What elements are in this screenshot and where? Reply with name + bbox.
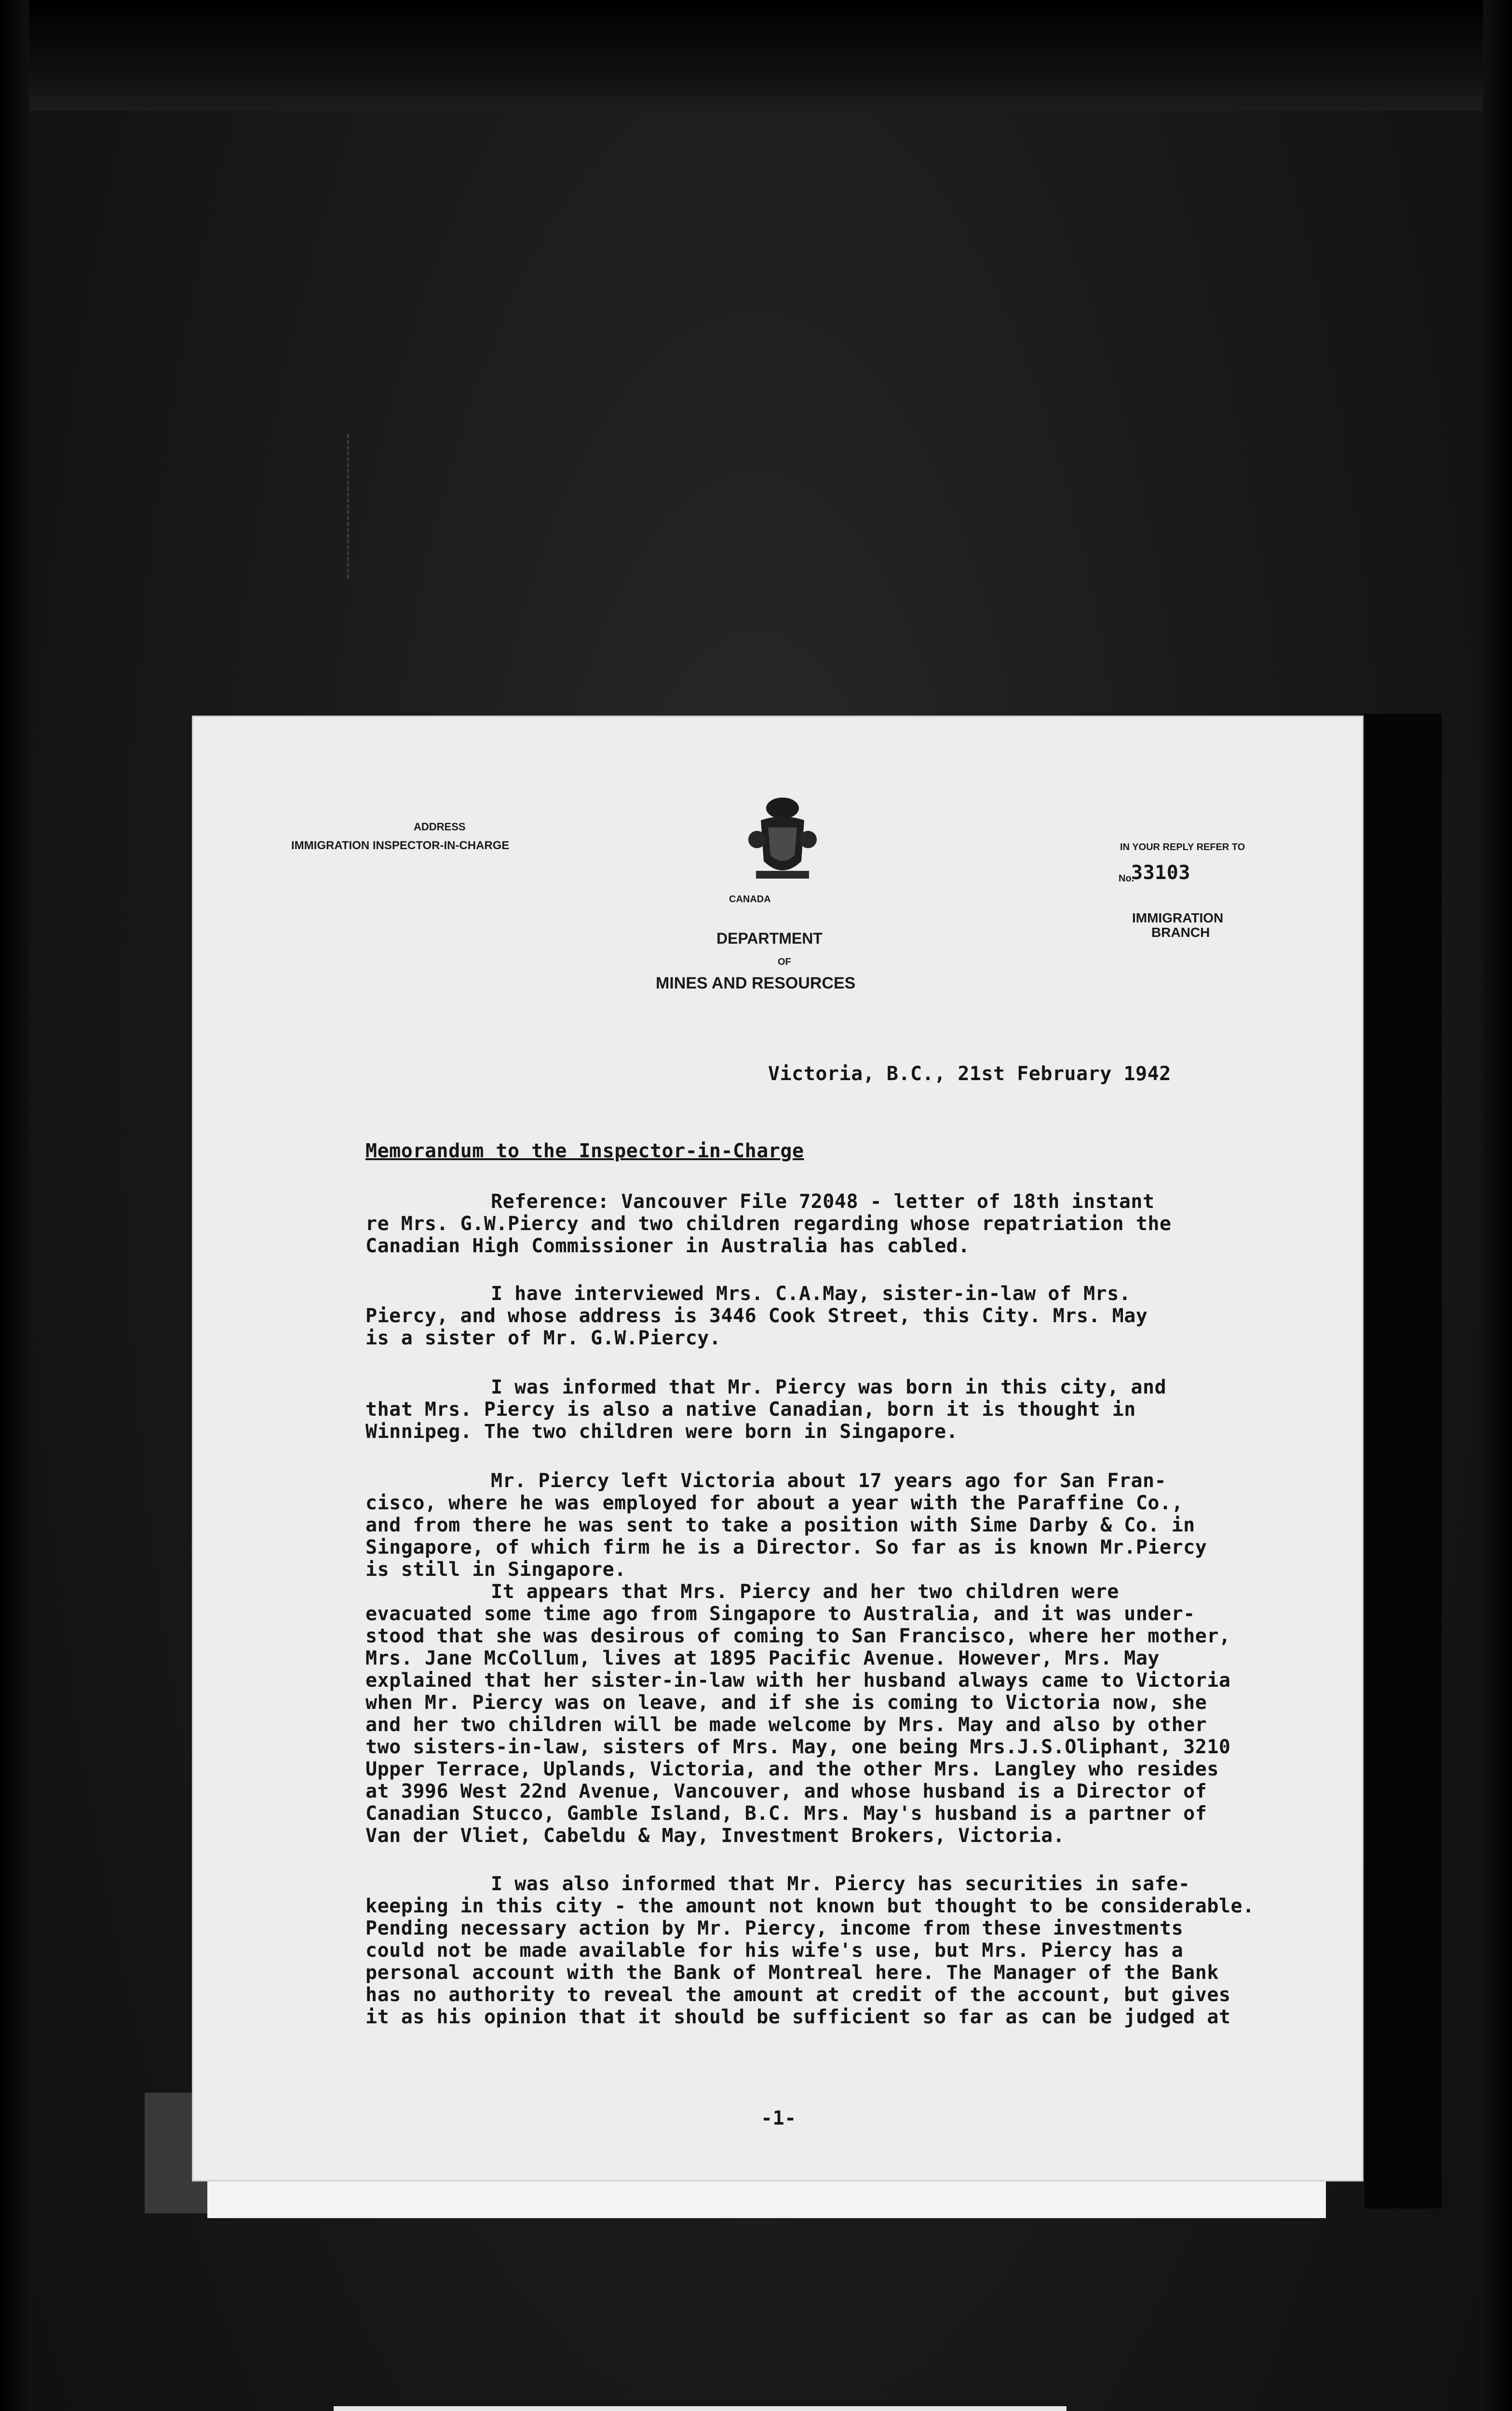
department-label: DEPARTMENT: [716, 930, 823, 947]
body-line: It appears that Mrs. Piercy and her two children were: [491, 1581, 1119, 1603]
film-edge-top: [0, 0, 1512, 111]
body-line: evacuated some time ago from Singapore to Australia, and it was under-: [365, 1603, 1195, 1625]
body-line: Pending necessary action by Mr. Piercy, income from these investments: [365, 1917, 1184, 1939]
page-number: -1-: [761, 2107, 796, 2129]
of-label: OF: [778, 957, 791, 967]
branch-line-2: BRANCH: [1151, 925, 1210, 940]
body-line: has no authority to reveal the amount at credit of the account, but gives: [365, 1984, 1231, 2006]
body-line: Van der Vliet, Cabeldu & May, Investment Brokers, Victoria.: [365, 1825, 1065, 1847]
film-edge-right: [1483, 0, 1512, 2411]
address-label: ADDRESS: [414, 821, 466, 833]
branch-line-1: IMMIGRATION: [1132, 910, 1224, 925]
body-line: keeping in this city - the amount not known but thought to be considerable.: [365, 1895, 1255, 1917]
body-line: Winnipeg. The two children were born in Singapore.: [365, 1421, 958, 1443]
memo-subject: Memorandum to the Inspector-in-Charge: [365, 1140, 804, 1162]
body-line: Reference: Vancouver File 72048 - letter of 18th instant: [491, 1191, 1155, 1213]
body-line: Mr. Piercy left Victoria about 17 years ago for San Fran-: [491, 1470, 1167, 1492]
body-line: I have interviewed Mrs. C.A.May, sister-in-law of Mrs.: [491, 1283, 1131, 1305]
body-line: explained that her sister-in-law with her husband always came to Victoria: [365, 1669, 1231, 1692]
reply-number: 33103: [1131, 862, 1190, 884]
body-line: re Mrs. G.W.Piercy and two children regarding whose repatriation the: [365, 1213, 1172, 1235]
body-line: I was also informed that Mr. Piercy has securities in safe-: [491, 1873, 1190, 1895]
body-line: Canadian Stucco, Gamble Island, B.C. Mrs. May's husband is a partner of: [365, 1802, 1207, 1825]
body-line: and from there he was sent to take a position with Sime Darby & Co. in: [365, 1514, 1195, 1536]
body-line: could not be made available for his wife's use, but Mrs. Piercy has a: [365, 1939, 1184, 1962]
country-label: CANADA: [729, 894, 771, 905]
body-line: that Mrs. Piercy is also a native Canadian, born it is thought in: [365, 1398, 1136, 1421]
film-sprocket-marks: [347, 434, 364, 579]
film-edge-left: [0, 0, 29, 2411]
body-line: it as his opinion that it should be sufficient so far as can be judged at: [365, 2006, 1231, 2028]
citation-strip: [334, 2406, 1066, 2411]
memo-page: [192, 716, 1364, 2181]
address-line: IMMIGRATION INSPECTOR-IN-CHARGE: [291, 839, 510, 852]
body-line: Canadian High Commissioner in Australia has cabled.: [365, 1235, 970, 1257]
body-line: I was informed that Mr. Piercy was born in this city, and: [491, 1376, 1167, 1398]
ministry-label: MINES AND RESOURCES: [656, 974, 856, 992]
reply-no-label: No.: [1119, 873, 1134, 884]
body-line: Singapore, of which firm he is a Director. So far as is known Mr.Piercy: [365, 1536, 1207, 1558]
body-line: Mrs. Jane McCollum, lives at 1895 Pacific Avenue. However, Mrs. May: [365, 1647, 1160, 1669]
date-line: Victoria, B.C., 21st February 1942: [768, 1063, 1171, 1085]
body-line: when Mr. Piercy was on leave, and if she is coming to Victoria now, she: [365, 1692, 1207, 1714]
body-line: stood that she was desirous of coming to San Francisco, where her mother,: [365, 1625, 1231, 1647]
body-line: personal account with the Bank of Montreal here. The Manager of the Bank: [365, 1962, 1219, 1984]
reply-refer-label: IN YOUR REPLY REFER TO: [1120, 842, 1245, 853]
body-line: Upper Terrace, Uplands, Victoria, and the other Mrs. Langley who resides: [365, 1758, 1219, 1780]
body-line: at 3996 West 22nd Avenue, Vancouver, and whose husband is a Director of: [365, 1780, 1207, 1802]
body-line: two sisters-in-law, sisters of Mrs. May, one being Mrs.J.S.Oliphant, 3210: [365, 1736, 1231, 1758]
body-line: cisco, where he was employed for about a year with the Paraffine Co.,: [365, 1492, 1184, 1514]
body-line: Piercy, and whose address is 3446 Cook Street, this City. Mrs. May: [365, 1305, 1148, 1327]
body-line: is still in Singapore.: [365, 1558, 626, 1581]
coat-of-arms-icon: [746, 794, 819, 885]
body-line: and her two children will be made welcome by Mrs. May and also by other: [365, 1714, 1207, 1736]
body-line: is a sister of Mr. G.W.Piercy.: [365, 1327, 721, 1349]
film-shadow: [1364, 714, 1442, 2208]
